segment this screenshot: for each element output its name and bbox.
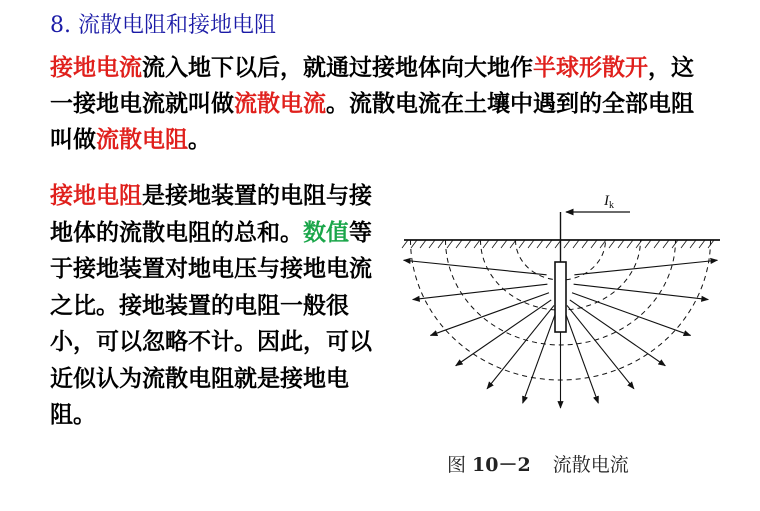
paragraph-dissipation-current [50, 50, 700, 158]
ground-hatch-mark [654, 240, 660, 248]
ground-hatch-mark [690, 240, 696, 248]
term-value: 数值 [303, 218, 349, 246]
caption-text: 流散电流 [552, 454, 629, 476]
text-segment: 。 [188, 126, 211, 153]
caption-number: 10－2 [472, 454, 531, 476]
ground-hatch-mark [456, 240, 462, 248]
current-ray [413, 284, 548, 299]
ground-hatch-mark [537, 240, 543, 248]
caption-prefix: 图 [447, 454, 467, 476]
figure-caption [447, 450, 629, 477]
ground-hatch-mark [699, 240, 705, 248]
ground-hatch-mark [663, 240, 669, 248]
term-ground-current: 接地电流 [50, 54, 142, 81]
ground-hatch-mark [681, 240, 687, 248]
ground-hatch-mark [573, 240, 579, 248]
ground-hatch-mark [627, 240, 633, 248]
ground-hatch-mark [501, 240, 507, 248]
ground-hatch-mark [591, 240, 597, 248]
dissipation-current-diagram [398, 182, 728, 422]
ground-hatch-mark [429, 240, 435, 248]
term-dissipation-current: 流散电流 [234, 90, 326, 117]
current-ray [574, 260, 717, 275]
ground-hatch-mark [708, 240, 714, 248]
ground-hatch-mark [447, 240, 453, 248]
ground-hatch-mark [402, 240, 408, 248]
ground-hatch-mark [465, 240, 471, 248]
paragraph-grounding-resistance [50, 178, 385, 434]
text-segment: 是接地装置的电阻与接地体的流散电阻的总和。 [50, 182, 372, 246]
ground-hatch-mark [411, 240, 417, 248]
ground-hatch-mark [438, 240, 444, 248]
ground-hatch-mark [528, 240, 534, 248]
current-ray [487, 305, 554, 388]
ground-hatch-mark [618, 240, 624, 248]
text-segment: 流入地下以后，就通过接地体向大地作 [142, 54, 533, 81]
current-ray [456, 300, 551, 366]
ground-hatch-mark [474, 240, 480, 248]
ground-hatch-mark [582, 240, 588, 248]
current-label: $I_k$ [604, 193, 614, 211]
term-hemispherical-spread: 半球形散开 [533, 54, 648, 81]
text-segment: 。流散电流在土壤中遇到的全部电阻叫做 [50, 90, 694, 153]
term-dissipation-resistance: 流散电阻 [96, 126, 188, 153]
ground-hatch-mark [609, 240, 615, 248]
current-ray [574, 284, 709, 299]
current-ray [570, 300, 665, 366]
term-grounding-resistance: 接地电阻 [50, 182, 142, 209]
text-segment: ，这一接地电流就叫做 [50, 54, 694, 117]
page-title: 8. 流散电阻和接地电阻 [50, 13, 276, 38]
current-ray [404, 260, 547, 275]
text-segment: 等于接地装置对地电压与接地电流之比。接地装置的电阻一般很小，可以忽略不计。因此，可以近似认为流散电阻就是接地电阻。 [50, 218, 372, 428]
ground-hatch-mark [645, 240, 651, 248]
ground-hatch-mark [420, 240, 426, 248]
ground-hatch-mark [546, 240, 552, 248]
ground-hatch-mark [564, 240, 570, 248]
current-ray [567, 305, 634, 388]
ground-hatch-mark [636, 240, 642, 248]
ground-hatch-mark [519, 240, 525, 248]
ground-hatch-mark [483, 240, 489, 248]
ground-hatch-mark [492, 240, 498, 248]
ground-electrode [555, 262, 566, 332]
